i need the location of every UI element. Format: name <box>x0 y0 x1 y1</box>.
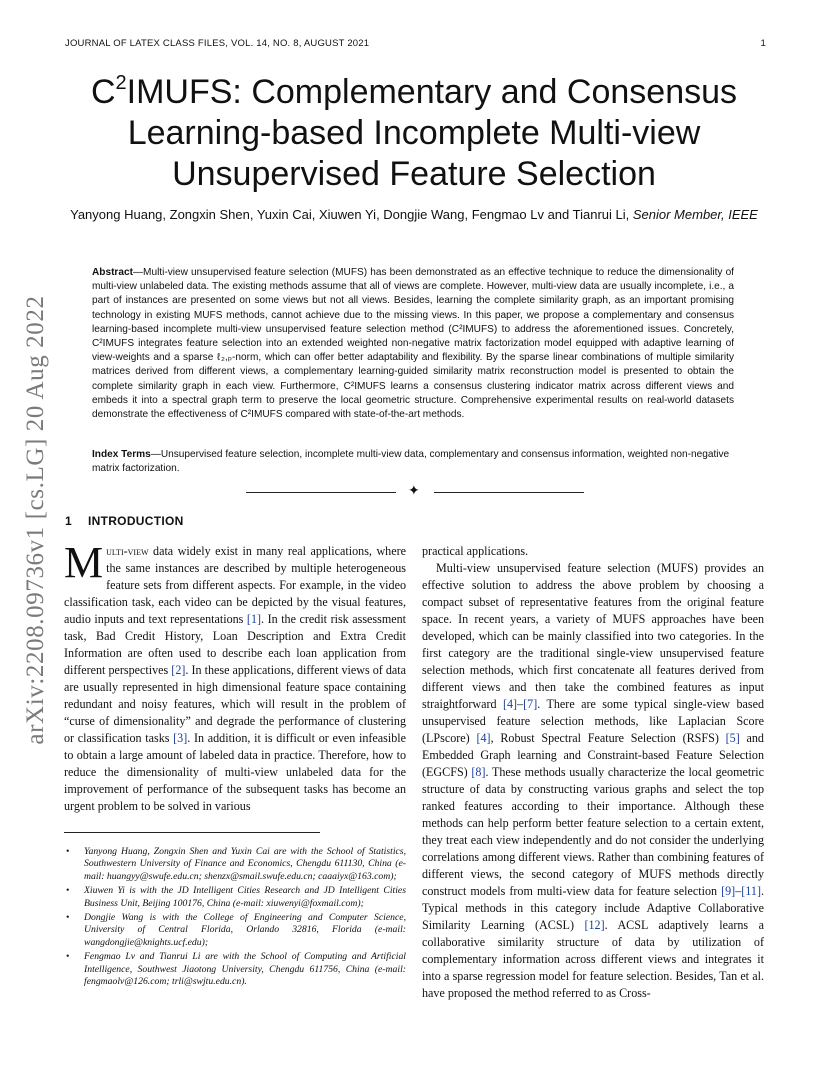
text-run: – <box>735 884 742 898</box>
divider-line-left <box>246 492 396 493</box>
citation-link[interactable]: [8] <box>471 765 486 779</box>
arxiv-identifier: arXiv:2208.09736v1 [cs.LG] 20 Aug 2022 <box>22 295 49 745</box>
index-terms-text: —Unsupervised feature selection, incomplete multi-view data, complementary and consensus information, weighted non-negative matrix factorization. <box>92 449 730 475</box>
body-column-left <box>64 538 407 815</box>
footnote-item: • Fengmao Lv and Tianrui Li are with the School of Computing and Artificial Intelligence, Southwest Jiaotong University, Chengdu 611756, China (e-mail: fengmaolv@126.com; trli@swjtu.edu.cn). <box>64 951 406 988</box>
citation-link[interactable]: [2] <box>171 663 186 677</box>
intro-paragraph-1-end: practical applications. <box>422 544 529 558</box>
text-run: – <box>517 697 524 711</box>
citation-link[interactable]: [3] <box>173 731 188 745</box>
footnote-item: • Dongjie Wang is with the College of Engineering and Computer Science, University of Central Florida, Orlando 32816, Florida (e-mail: wangdongjie@knights.ucf.edu); <box>64 912 406 949</box>
index-terms-label: Index Terms <box>92 449 151 460</box>
divider-line-right <box>434 492 584 493</box>
citation-link[interactable]: [9] <box>721 884 736 898</box>
text-run: . Typical methods in this category include Adaptive Collaborative Similarity Learning (ACSL) <box>422 884 764 932</box>
section-number: 1 <box>65 514 72 528</box>
abstract-label: Abstract <box>92 267 133 278</box>
text-run: . There are some typical single-view based unsupervised feature selection methods, like Laplacian Score (LPscore) <box>422 697 764 745</box>
index-terms <box>92 448 734 476</box>
title-c: C <box>90 73 116 111</box>
text-run: . In these applications, different views of data are usually represented in high dimensional feature space containing redundant and noisy features, which will result in the problem of “curse of dimensionality” and degrade the performance of clustering or classification tasks <box>64 663 407 745</box>
footnote-item: • Xiuwen Yi is with the JD Intelligent Cities Research and JD Intelligent Cities Business Unit, Beijing 100176, China (e-mail: xiuwenyi@foxmail.com); <box>64 885 406 910</box>
title-text: IMUFS: Complementary and Consensus Learning-based Incomplete Multi-view Unsupervised Feature Selection <box>126 73 738 193</box>
citation-link[interactable]: [1] <box>246 612 262 626</box>
abstract-text: —Multi-view unsupervised feature selection (MUFS) has been demonstrated as an effective technique to reduce the dimensionality of multi-view unlabeled data. The existing methods assume that all of views are complete. However, multi-view data are usually incomplete, i.e., a part of instances are presented on some views but not all views. Besides, learning the complete similarity graph, as an important promising technology in existing MUFS methods, cannot achieve due to the missing views. In this paper, we propose a complementary and consensus learning-based incomplete multi-view unsupervised feature selection method (C²IMUFS) to address the aforementioned issues. Concretely, C²IMUFS integrates feature selection into an extended weighted non-negative matrix factorization model equipped with adaptive learning of view-weights and a sparse ℓ₂,ₚ-norm, which can offer better adaptability and flexibility. By the sparse linear combinations of multiple similarity matrices derived from different views, a complementary learning-guided similarity matrix reconstruction model is presented to obtain the complete similarity graph in each view. Furthermore, C²IMUFS learns a consensus clustering indicator matrix across different views and embeds it into a spectral graph term to preserve the local geometric structure. Comprehensive experimental results on real-world datasets demonstrate the effectiveness of C²IMUFS compared with state-of-the-art methods. <box>92 267 734 421</box>
footnote-rule <box>64 832 320 833</box>
footnote-item: • Yanyong Huang, Zongxin Shen and Yuxin Cai are with the School of Statistics, Southwestern University of Finance and Economics, Chengdu 611130, China (e-mail: huangyy@swufe.edu.cn; shenzx@smail.swufe.edu.cn; caaaiyx@163.com); <box>64 846 406 883</box>
text-run: data widely exist in many real applications, where the same instances are described by multiple heterogeneous feature sets from different aspects. For example, in the video classification task, each video can be depicted by the visual features, audio inputs and text representations <box>64 544 406 626</box>
citation-link[interactable]: [4] <box>476 731 491 745</box>
paper-title <box>80 72 748 195</box>
journal-name: JOURNAL OF LATEX CLASS FILES, VOL. 14, NO. 8, AUGUST 2021 <box>65 38 370 49</box>
page-number: 1 <box>760 38 766 49</box>
author-list <box>60 206 768 224</box>
text-run: . These methods usually characterize the local geometric structure of data by constructing various graphs and select the top ranked features according to their importance. Although these methods can help perform better feature selection to a certain extent, they treat each view independently and do not consider the underlying correlations among different views. Rather than combining features of different views, the second category of MUFS methods directly construct models from multi-view data for feature selection <box>422 765 764 898</box>
citation-link[interactable]: [12] <box>584 918 605 932</box>
running-header <box>65 38 766 49</box>
citation-link[interactable]: [4] <box>502 697 518 711</box>
smallcaps-lead: ulti-view <box>106 544 149 558</box>
text-run: Multi-view unsupervised feature selection (MUFS) provides an effective solution to address the above problem by choosing a compact subset of representative features from the original feature space. In recent years, a variety of MUFS approaches have been developed, which can be mainly classified into two categories. In the first category are the traditional single-view unsupervised feature selection methods, which first concatenate all features derived from different views and then take the combined features as input straightforward <box>422 561 764 711</box>
citation-link[interactable]: [11] <box>741 884 761 898</box>
intro-paragraph-1 <box>64 538 407 815</box>
title-superscript: 2 <box>115 72 127 94</box>
text-run: and Embedded Graph learning and Constraint-based Feature Selection (EGCFS) <box>422 731 764 779</box>
section-heading <box>65 514 184 528</box>
text-run: , Robust Spectral Feature Selection (RSFS) <box>490 731 726 745</box>
author-membership: Senior Member, IEEE <box>632 207 758 222</box>
intro-paragraph-2 <box>422 560 764 1002</box>
text-run: . In addition, it is difficult or even infeasible to obtain a large amount of labeled data in practice. Therefore, how to reduce the dimensionality of multi-view unlabeled data for the improvement of performance of the subsequent tasks has become an urgent problem to be solved in various <box>64 731 407 813</box>
footnotes <box>64 846 406 990</box>
citation-link[interactable]: [7] <box>523 697 538 711</box>
section-divider <box>246 483 584 499</box>
author-names: Yanyong Huang, Zongxin Shen, Yuxin Cai, Xiuwen Yi, Dongjie Wang, Fengmao Lv and Tianrui Li, <box>70 207 630 222</box>
citation-link[interactable]: [5] <box>725 731 740 745</box>
divider-star-icon: ✦ <box>408 483 420 499</box>
text-run: . ACSL adaptively learns a collaborative similarity structure of data by utilization of complementary information across different views and integrates it into a sparse regression model for feature selection. Besides, Tan et al. have proposed the method referred to as Cross- <box>422 918 764 1000</box>
text-run: . In the credit risk assessment task, Bad Credit History, Loan Description and Extra Credit Information are often used to describe each loan application from different perspectives <box>64 612 406 677</box>
abstract <box>92 266 734 422</box>
drop-cap: M <box>64 538 104 587</box>
arxiv-stamp <box>6 280 66 760</box>
section-title: INTRODUCTION <box>87 514 184 528</box>
body-column-right <box>422 543 764 1002</box>
